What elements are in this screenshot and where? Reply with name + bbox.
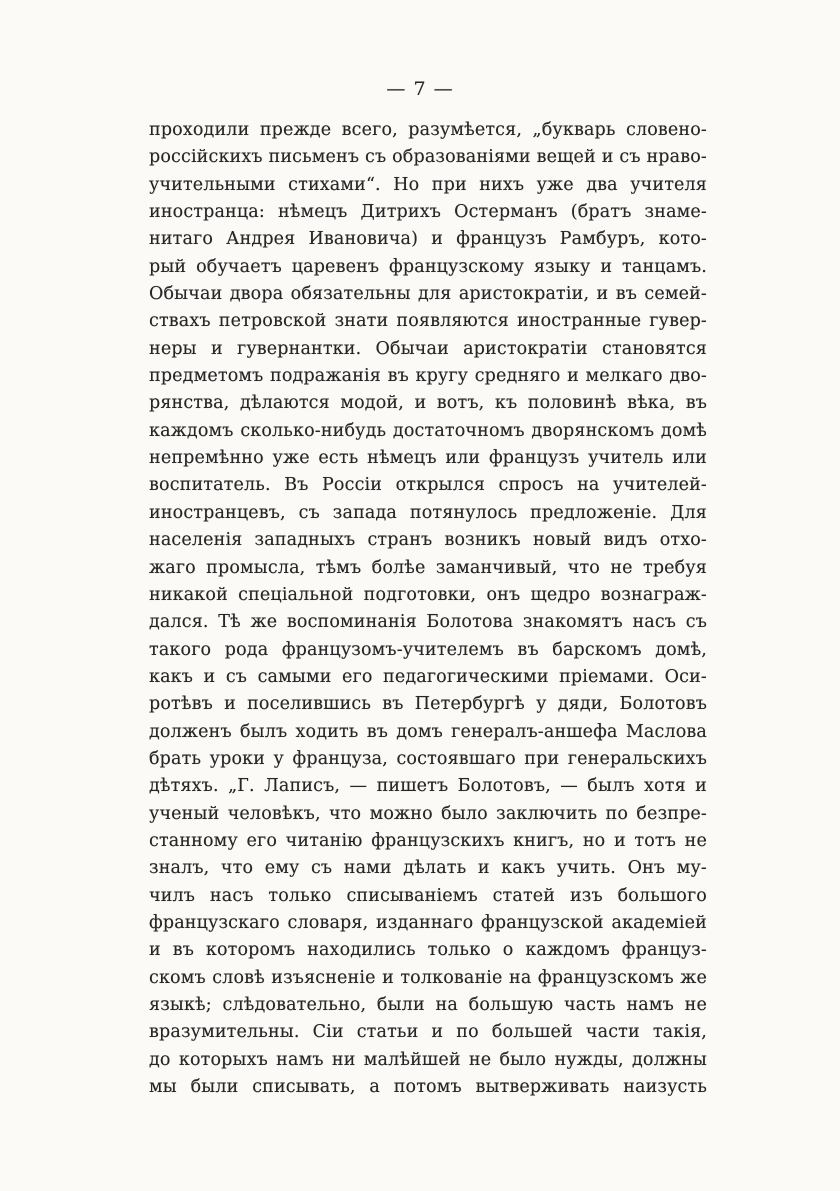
text-line: дался. Тѣ же воспоминанія Болотова знакомятъ насъ съ [149, 612, 707, 633]
page-number: — 7 — [386, 78, 454, 100]
text-line: воспитатель. Въ Россіи открылся спросъ на учителей- [149, 475, 707, 496]
text-line: населенія западныхъ странъ возникъ новый видъ отхо- [149, 530, 707, 551]
text-line: нитаго Андрея Ивановича) и французъ Рамбуръ, кото- [149, 229, 707, 250]
text-line: мы были списывать, а потомъ вытверживать наизусть [149, 1077, 707, 1098]
text-line: зналъ, что ему съ нами дѣлать и какъ учить. Онъ му- [149, 858, 707, 879]
text-line: станному его читанію французскихъ книгъ, но и тотъ не [149, 830, 707, 851]
text-line: неры и гувернантки. Обычаи аристократіи становятся [149, 338, 707, 359]
text-line: ротѣвъ и поселившись въ Петербургѣ у дяди, Болотовъ [149, 694, 707, 715]
text-line: какъ и съ самыми его педагогическими пріемами. Оси- [149, 666, 707, 687]
text-line: чилъ насъ только списываніемъ статей изъ большого [149, 885, 707, 906]
text-line: такого рода французомъ-учителемъ въ барскомъ домѣ, [149, 639, 707, 660]
text-line: языкѣ; слѣдовательно, были на большую часть намъ не [149, 995, 707, 1015]
text-line: рянства, дѣлаются модой, и вотъ, къ половинѣ вѣка, въ [149, 393, 707, 414]
text-line: долженъ былъ ходить въ домъ генералъ-аншефа Маслова [149, 721, 707, 742]
text-line: и въ которомъ находились только о каждомъ француз- [149, 940, 707, 961]
text-line: каждомъ сколько-нибудь достаточномъ дворянскомъ домѣ [149, 420, 707, 441]
text-line: дѣтяхъ. „Г. Лаписъ, — пишетъ Болотовъ, — былъ хотя и [149, 776, 707, 797]
text-line: иностранца: нѣмецъ Дитрихъ Остерманъ (братъ знаме- [149, 202, 707, 223]
text-line: непремѣнно уже есть нѣмецъ или французъ учитель или [149, 448, 707, 469]
text-line: Обычаи двора обязательны для аристократіи, и въ семей- [149, 284, 707, 305]
text-line: вразумительны. Сіи статьи и по большей части такія, [149, 1022, 707, 1043]
text-line: брать уроки у француза, состоявшаго при генеральскихъ [149, 748, 707, 769]
text-line: жаго промысла, тѣмъ болѣе заманчивый, что не требуя [149, 557, 707, 578]
text-line: французскаго словаря, изданнаго французской академіей [149, 912, 707, 933]
text-line: россійскихъ письменъ съ образованіями вещей и съ нраво- [149, 147, 707, 168]
text-line: иностранцевъ, съ запада потянулось предложеніе. Для [149, 502, 707, 523]
text-line: проходили прежде всего, разумѣется, „букварь словено- [149, 120, 707, 140]
text-line: учительными стихами“. Но при нихъ уже два учителя [149, 174, 707, 195]
text-line: ученый человѣкъ, что можно было заключить по безпре- [149, 803, 707, 824]
text-line: ствахъ петровской знати появляются иностранные гувер- [149, 311, 707, 332]
text-line: предметомъ подражанія въ кругу средняго и мелкаго дво- [149, 366, 707, 387]
body-text-block [149, 117, 707, 1101]
text-line: рый обучаетъ царевенъ французскому языку и танцамъ. [149, 256, 707, 277]
text-line: никакой спеціальной подготовки, онъ щедро вознаграж- [149, 584, 707, 605]
text-line: скомъ словѣ изъясненіе и толкованіе на французскомъ же [149, 967, 707, 988]
text-line: до которыхъ намъ ни малѣйшей не было нужды, должны [149, 1049, 707, 1070]
